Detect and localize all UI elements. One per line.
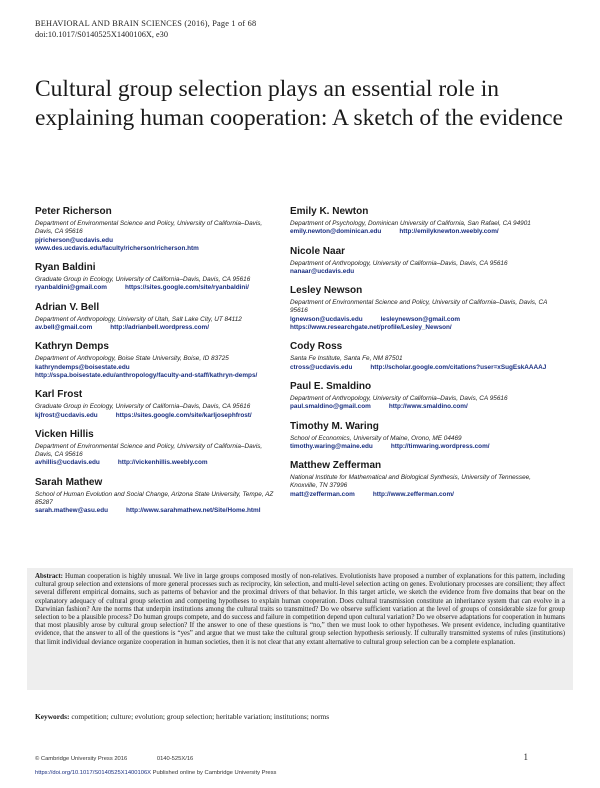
author-contact-link[interactable]: emily.newton@dominican.edu	[290, 228, 382, 236]
author-name: Sarah Mathew	[35, 476, 103, 488]
author-affiliation: Graduate Group in Ecology, University of California–Davis, Davis, CA 95616	[35, 403, 251, 411]
author-affiliation: Department of Psychology, Dominican University of California, San Rafael, CA 94901	[290, 220, 531, 227]
author-affiliation: Graduate Group in Ecology, University of California–Davis, Davis, CA 95616	[35, 276, 251, 284]
author-contact	[290, 316, 560, 333]
author-affiliation: Department of Environmental Science and Policy, University of California–Davis, Davis, CA 95616	[35, 220, 263, 236]
author-contact-link[interactable]: https://sites.google.com/site/ryanbaldini/	[124, 284, 249, 292]
author-contact-link[interactable]: www.des.ucdavis.edu/faculty/richerson/richerson.htm	[35, 244, 199, 252]
author-contact	[290, 491, 560, 499]
author-contact-link[interactable]: http://www.smaldino.com/	[388, 403, 468, 411]
author-contact-link[interactable]: pjricherson@ucdavis.edu	[35, 236, 113, 244]
author-name: Karl Frost	[35, 389, 83, 401]
author-contact-link[interactable]: kathryndemps@boisestate.edu	[35, 363, 130, 371]
copyright: © Cambridge University Press 2016	[35, 756, 128, 762]
author-entry	[35, 476, 280, 516]
author-contact-link[interactable]: http://timwaring.wordpress.com/	[390, 442, 490, 450]
abstract-text: Human cooperation is highly unusual. We live in large groups composed mostly of non-relatives. Evolutionists have proposed a number of explanations for this pattern, including cultural group selection and extensions of more general processes such as reciprocity, kin selection, and multi-level selection acting on genes. Evolutionary processes are consilient; they affect several different empirical domains, such as patterns of behavior and the proximal drivers of that behavior. In this target article, we sketch the evidence from five domains that bear on the explanatory adequacy of cultural group selection and competing hypotheses to explain human cooperation. Does cultural transmission constitute an inheritance system that can evolve in a Darwinian fashion? Are the norms that underpin institutions among the cultural traits so transmitted? Do we observe sufficient variation at the level of groups of considerable size for group selection to be a plausible process? Do human groups compete, and do success and failure in competition depend upon cultural variation? Do we observe adaptations for cooperation in humans that most plausibly arose by cultural group selection? If the answer to one of these questions is “no,” then we must look to other hypotheses. We present evidence, including quantitative evidence, that the answer to all of the questions is “yes” and argue that we must take the cultural group selection hypothesis seriously. If culturally transmitted systems of rules (institutions) that limit individual deviance organize cooperation in human societies, then it is not clear that any extant alternative to cultural group selection can be a complete explanation.	[35, 573, 565, 646]
author-entry	[290, 459, 560, 499]
author-contact-link[interactable]: http://vickenhillis.weebly.com	[117, 459, 208, 467]
author-contact-link[interactable]: sarah.mathew@asu.edu	[35, 507, 109, 515]
page-number: 1	[523, 752, 528, 762]
author-contact-link[interactable]: av.bell@gmail.com	[35, 324, 93, 332]
author-name: Matthew Zefferman	[290, 460, 382, 472]
keywords-label: Keywords:	[35, 712, 70, 721]
author-entry	[290, 245, 560, 277]
author-contact-link[interactable]: ryanbaldini@gmail.com	[35, 284, 107, 292]
author-name: Adrian V. Bell	[35, 301, 100, 313]
author-contact	[35, 459, 280, 467]
author-affiliation: Santa Fe Institute, Santa Fe, NM 87501	[290, 355, 403, 363]
author-name: Ryan Baldini	[35, 262, 96, 274]
authors-column-right	[290, 205, 560, 507]
author-entry	[35, 205, 280, 253]
author-contact-link[interactable]: https://www.researchgate.net/profile/Lesley_Newson/	[290, 324, 452, 332]
doi-link[interactable]: https://doi.org/10.1017/S0140525X1400106X	[35, 770, 152, 776]
author-affiliation: Department of Anthropology, University of California–Davis, Davis, CA 95616	[290, 259, 508, 267]
author-affiliation: Department of Anthropology, University of California–Davis, Davis, CA 95616	[290, 394, 508, 402]
author-contact-link[interactable]: paul.smaldino@gmail.com	[290, 403, 371, 411]
authors-column-left	[35, 205, 280, 524]
journal-line: BEHAVIORAL AND BRAIN SCIENCES (2016), Page 1 of 68	[35, 19, 257, 28]
author-contact	[290, 228, 560, 236]
author-entry	[290, 340, 560, 372]
author-affiliation: Department of Anthropology, University of Utah, Salt Lake City, UT 84112	[35, 315, 242, 323]
author-contact-link[interactable]: http://adrianbell.wordpress.com/	[110, 324, 209, 332]
author-entry	[35, 261, 280, 293]
author-name: Lesley Newson	[290, 285, 363, 297]
author-name: Cody Ross	[290, 341, 343, 353]
author-contact-link[interactable]: nanaar@ucdavis.edu	[290, 267, 355, 275]
author-contact-link[interactable]: http://scholar.google.com/citations?user=xSugEskAAAAJ	[370, 363, 547, 371]
abstract-label: Abstract:	[35, 573, 63, 580]
author-contact-link[interactable]: http://www.sarahmathew.net/Site/Home.html	[126, 507, 261, 515]
author-affiliation: Department of Anthropology, Boise State University, Boise, ID 83725	[35, 355, 229, 363]
issn: 0140-525X/16	[156, 756, 194, 762]
author-contact-link[interactable]: matt@zefferman.com	[290, 490, 355, 498]
author-affiliation: School of Human Evolution and Social Change, Arizona State University, Tempe, AZ 85287	[35, 490, 274, 507]
author-name: Peter Richerson	[35, 206, 112, 217]
author-contact	[35, 284, 280, 292]
author-contact-link[interactable]: kjfrost@ucdavis.edu	[35, 411, 98, 419]
author-name: Paul E. Smaldino	[290, 380, 372, 392]
author-name: Emily K. Newton	[290, 206, 369, 217]
footer-copyright	[35, 756, 193, 762]
author-affiliation: Department of Environmental Science and Policy, University of California–Davis, Davis, CA 95616	[35, 442, 263, 459]
author-entry	[290, 205, 560, 237]
author-contact	[290, 403, 560, 411]
author-contact	[35, 412, 280, 420]
article-title: Cultural group selection plays an essential role in explaining human cooperation: A sketch of the evidence	[35, 76, 563, 131]
keywords-text: competition; culture; evolution; group selection; heritable variation; institutions; norms	[71, 712, 330, 721]
author-entry	[35, 301, 280, 333]
keywords	[35, 712, 565, 722]
doi-line: doi:10.1017/S0140525X1400106X, e30	[35, 30, 168, 39]
author-contact-link[interactable]: http://sspa.boisestate.edu/anthropology/faculty-and-staff/kathryn-demps/	[35, 371, 258, 379]
author-contact	[35, 237, 280, 254]
author-entry	[290, 284, 560, 332]
author-entry	[35, 340, 280, 380]
author-contact	[35, 507, 280, 515]
author-entry	[35, 428, 280, 468]
author-entry	[290, 420, 560, 452]
author-contact-link[interactable]: http://emilyknewton.weebly.com/	[399, 228, 499, 236]
author-name: Kathryn Demps	[35, 341, 109, 353]
author-contact	[290, 364, 560, 372]
author-contact-link[interactable]: https://sites.google.com/site/karljosephfrost/	[115, 411, 252, 419]
author-contact	[35, 324, 280, 332]
author-name: Timothy M. Waring	[290, 420, 379, 432]
author-contact-link[interactable]: ctross@ucdavis.edu	[290, 363, 353, 371]
footer-links	[35, 770, 276, 776]
author-contact-link[interactable]: timothy.waring@maine.edu	[290, 442, 373, 450]
author-contact	[290, 443, 560, 451]
author-entry	[290, 380, 560, 412]
author-affiliation: Department of Environmental Science and Policy, University of California–Davis, Davis, CA 95616	[290, 299, 548, 315]
author-contact	[35, 364, 280, 381]
author-affiliation: National Institute for Mathematical and Biological Synthesis, University of Tennessee, Knoxville, TN 37996	[290, 474, 531, 490]
author-contact-link[interactable]: http://www.zefferman.com/	[372, 490, 454, 498]
author-affiliation: School of Economics, University of Maine, Orono, ME 04469	[290, 434, 462, 442]
author-name: Nicole Naar	[290, 245, 346, 257]
author-contact-link[interactable]: avhillis@ucdavis.edu	[35, 459, 100, 467]
author-entry	[35, 388, 280, 420]
author-contact	[290, 268, 560, 276]
journal-header	[35, 18, 256, 40]
author-contact-link[interactable]: lesleynewson@gmail.com	[380, 315, 461, 323]
published-note: Published online by Cambridge University Press	[152, 770, 277, 776]
abstract-box	[27, 568, 573, 690]
author-name: Vicken Hillis	[35, 428, 94, 440]
author-contact-link[interactable]: lgnewson@ucdavis.edu	[290, 315, 363, 323]
